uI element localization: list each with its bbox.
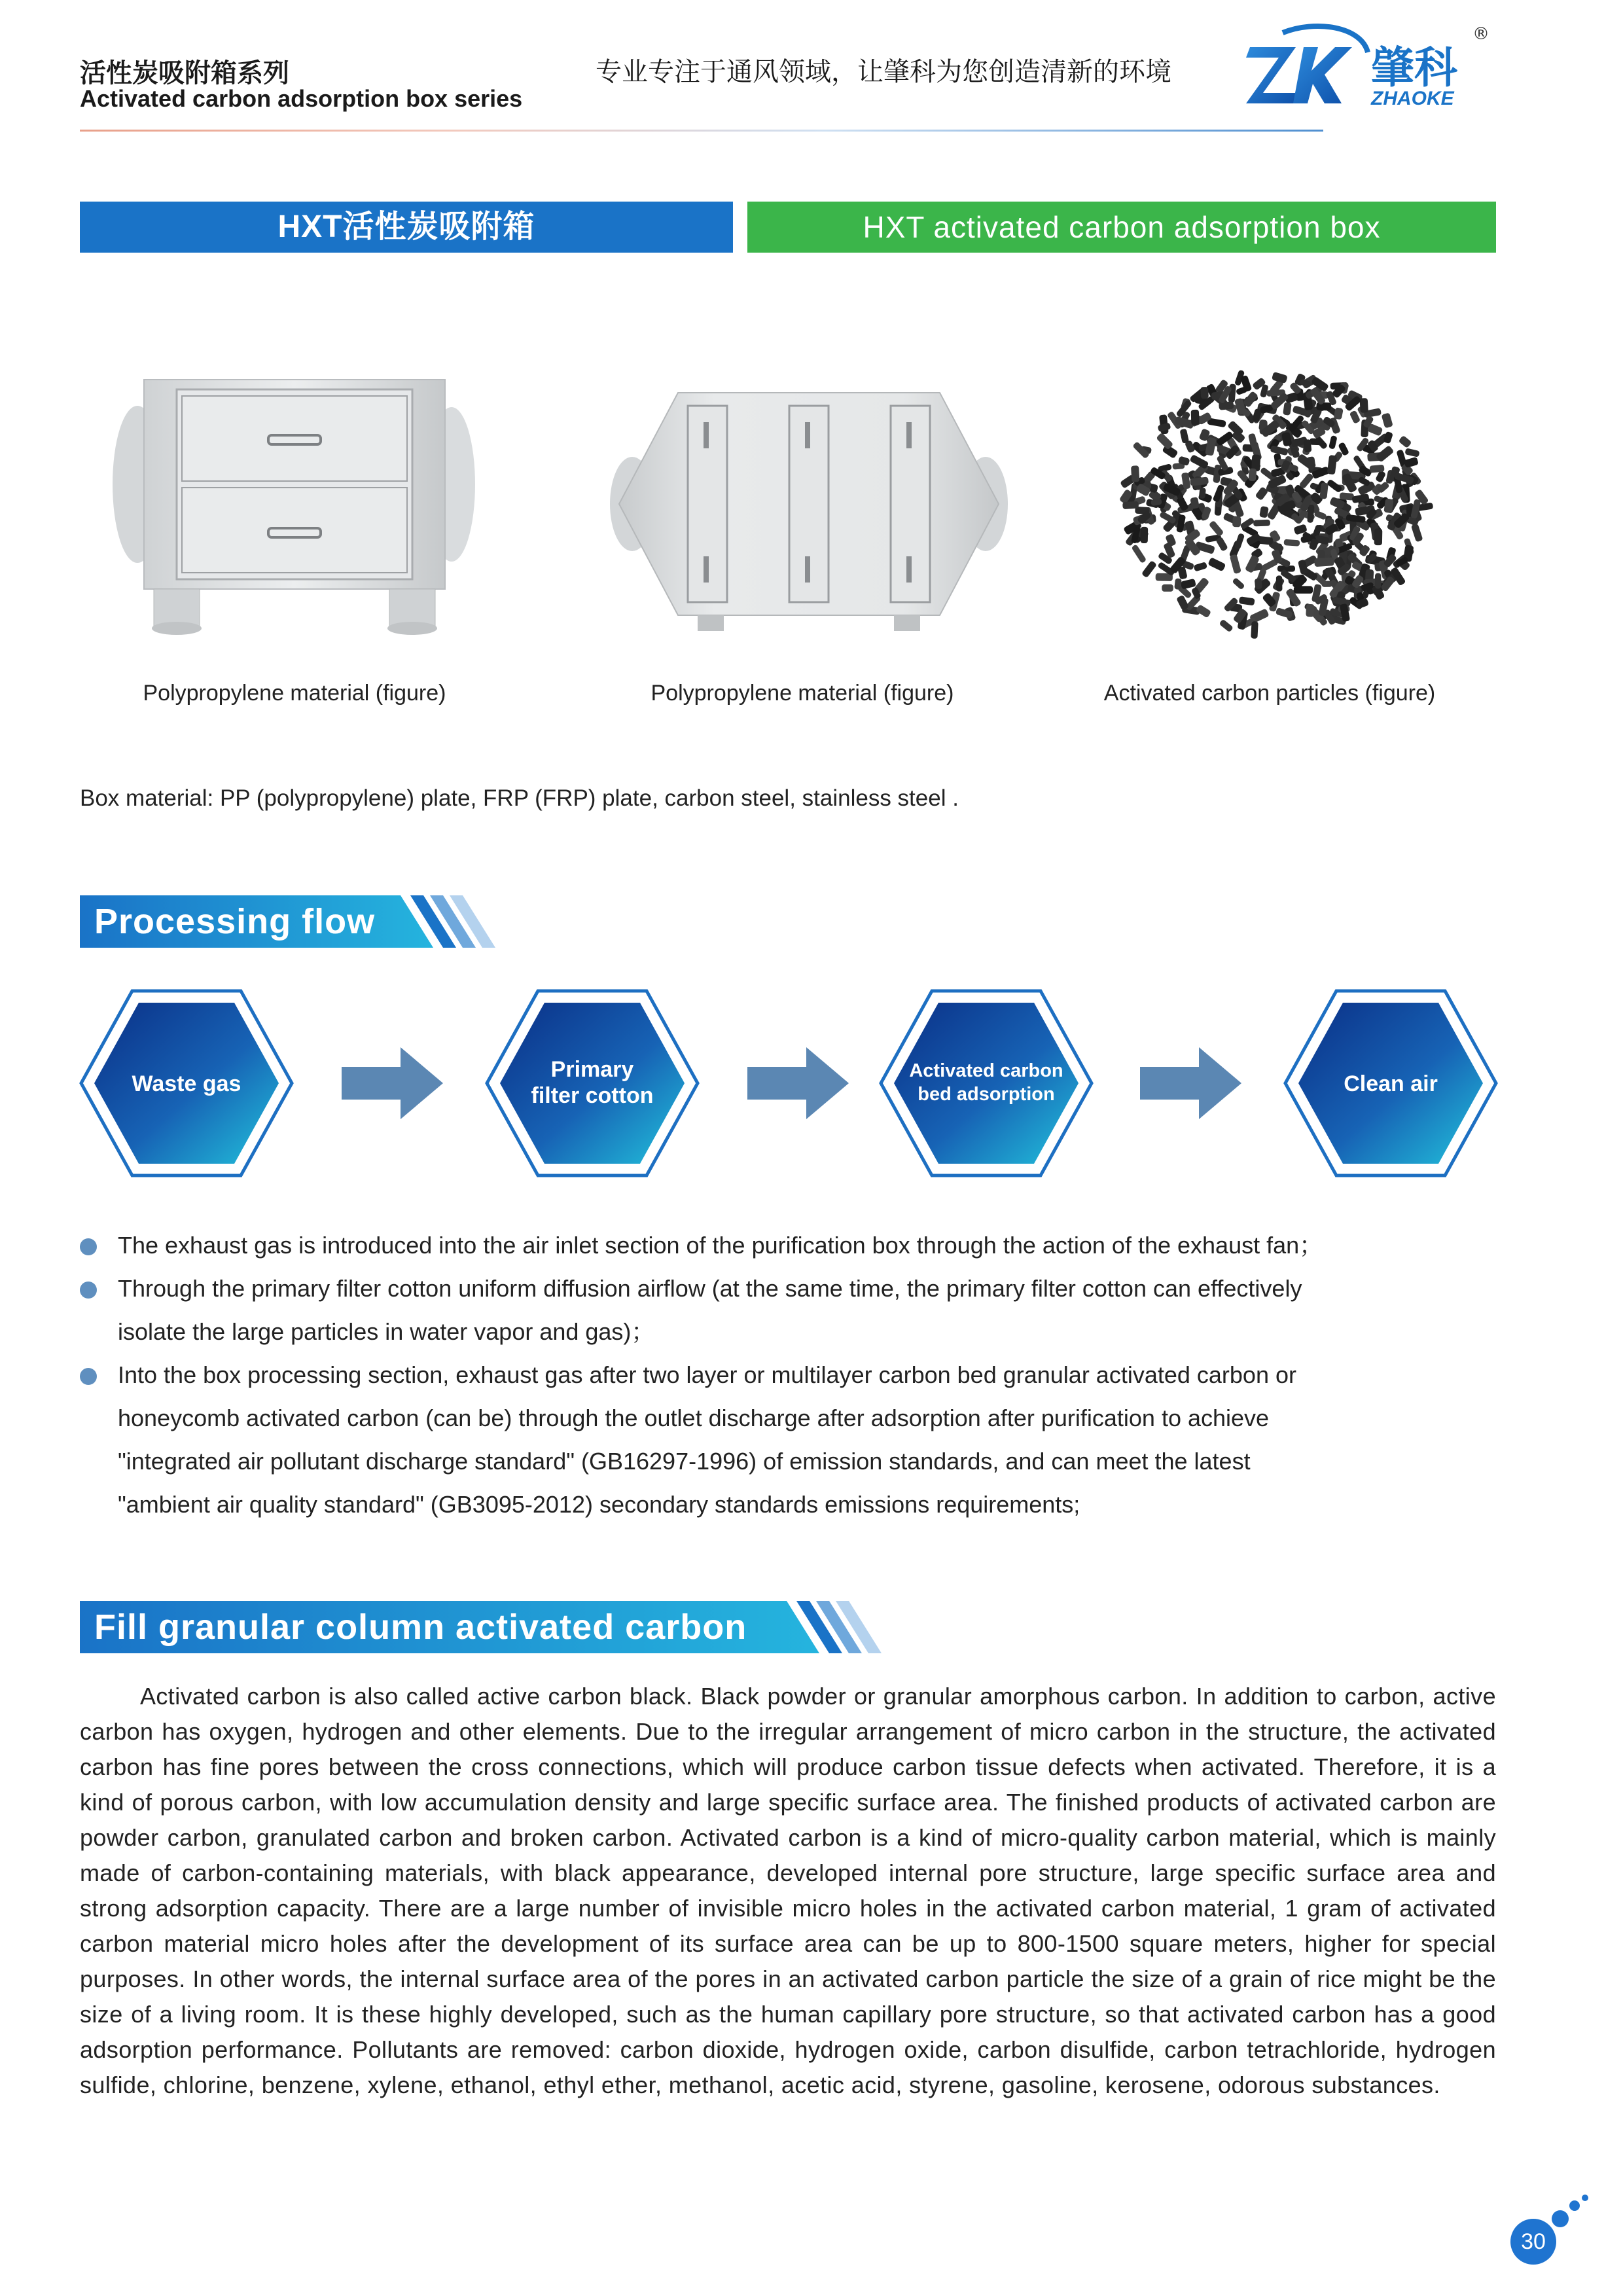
flow-step-line2: filter cotton: [531, 1083, 654, 1108]
logo-reg: ®: [1472, 24, 1489, 44]
title-bar-en: HXT activated carbon adsorption box: [747, 202, 1496, 253]
carbon-pellet: [1209, 520, 1224, 537]
carbon-pellet: [1191, 410, 1200, 425]
carbon-pellet: [1327, 455, 1338, 475]
carbon-pellet: [1374, 528, 1383, 545]
flow-arrow-2: [747, 1047, 852, 1122]
flow-arrow-3: [1140, 1047, 1245, 1122]
process-bullets: [80, 1224, 1493, 1526]
carbon-pellet: [1219, 619, 1233, 633]
carbon-pellet: [1411, 523, 1423, 542]
processing-flow-title: Processing flow: [94, 902, 376, 941]
carbon-pellet: [1122, 501, 1139, 510]
carbon-pellet: [1207, 557, 1226, 571]
carbon-pellet: [1340, 492, 1355, 501]
carbon-pellet: [1141, 560, 1157, 578]
bullet-line: honeycomb activated carbon (can be) through the outlet discharge after adsorption after purification to achieve: [118, 1405, 1270, 1431]
bullet-dot-icon: [80, 1282, 97, 1299]
carbon-pellet: [1303, 439, 1311, 453]
bullet-line: "integrated air pollutant discharge standard" (GB16297-1996) of emission standards, and can meet the latest: [118, 1448, 1251, 1475]
carbon-pellet: [1255, 578, 1262, 589]
header-slogan: 专业专注于通风领域，让肇科为您创造清新的环境: [596, 58, 1171, 86]
bullet-line: The exhaust gas is introduced into the air inlet section of the purification box through the action of the exhaust fan；: [118, 1232, 1323, 1259]
carbon-pellet: [1196, 604, 1211, 618]
carbon-pellet: [1251, 621, 1258, 639]
box-material-text: Box material: PP (polypropylene) plate, FRP (FRP) plate, carbon steel, stainless steel .: [80, 785, 959, 811]
carbon-pellet: [1404, 457, 1419, 468]
flow-step-label: Clean air: [1344, 1071, 1438, 1096]
bullet-line: "ambient air quality standard" (GB3095-2012) secondary standards emissions requirements;: [118, 1491, 1080, 1518]
flow-step-line2: bed adsorption: [918, 1084, 1055, 1105]
carbon-pellet: [1232, 516, 1241, 527]
carbon-pellet: [1230, 554, 1241, 574]
flow-step-label: Waste gas: [132, 1071, 241, 1096]
pp-box-hex-image: [606, 340, 972, 648]
logo-cn: 肇科: [1371, 43, 1457, 93]
flow-step-waste-gas: [79, 988, 294, 1178]
pp-box-drawer-image: [111, 340, 478, 648]
carbon-pellet: [1276, 575, 1283, 591]
carbon-pellet: [1283, 402, 1292, 416]
carbon-pellet: [1131, 465, 1139, 482]
logo-en: ZHAOKE: [1371, 88, 1454, 109]
header-title-en: Activated carbon adsorption box series: [80, 85, 523, 112]
figure-caption-3: Activated carbon particles (figure): [1103, 681, 1436, 706]
carbon-pellet: [1179, 429, 1189, 444]
carbon-pellet: [1193, 562, 1207, 571]
page-dots-icon: [1551, 2193, 1590, 2232]
carbon-pellet: [1314, 557, 1334, 567]
carbon-pellet: [1200, 387, 1209, 399]
carbon-pellet: [1213, 484, 1225, 503]
figure-caption-2: Polypropylene material (figure): [651, 681, 954, 706]
section-processing-flow: [80, 895, 499, 948]
carbon-pellet: [1157, 422, 1171, 432]
carbon-pellet: [1253, 520, 1270, 527]
title-bar-cn: HXT活性炭吸附箱: [80, 202, 733, 253]
carbon-pellet: [1382, 412, 1393, 428]
carbon-pellet: [1360, 398, 1368, 413]
carbon-pellet: [1259, 506, 1269, 518]
zhaoke-logo: [1243, 20, 1492, 118]
carbon-pellets-image: [1106, 340, 1472, 648]
fill-carbon-title: Fill granular column activated carbon: [94, 1607, 747, 1647]
carbon-pellet: [1131, 544, 1147, 564]
carbon-pellet: [1399, 435, 1412, 448]
bullet-item: [80, 1224, 1493, 1267]
carbon-pellet: [1329, 435, 1338, 450]
carbon-pellet: [1232, 577, 1245, 590]
carbon-pellet: [1306, 604, 1314, 617]
carbon-pellet: [1162, 584, 1173, 592]
flow-step-line1: Primary: [550, 1057, 634, 1082]
bullet-item: [80, 1354, 1493, 1526]
bullet-dot-icon: [80, 1368, 97, 1385]
bullet-line: Into the box processing section, exhaust gas after two layer or multilayer carbon bed granular activated carbon or: [118, 1361, 1296, 1388]
carbon-pellet: [1239, 596, 1255, 605]
bullet-line: isolate the large particles in water vapor and gas)；: [118, 1318, 655, 1345]
bullet-line: Through the primary filter cotton uniform diffusion airflow (at the same time, the primary filter cotton can effectively: [118, 1275, 1302, 1302]
flow-step-clean-air: [1283, 988, 1499, 1178]
header-title-cn: 活性炭吸附箱系列: [80, 59, 289, 88]
page-number: 30: [1510, 2219, 1556, 2265]
flow-step-primary-filter: [484, 988, 700, 1178]
carbon-pellet: [1248, 468, 1257, 481]
carbon-pellet: [1284, 539, 1300, 547]
flow-step-line1: Activated carbon: [909, 1060, 1063, 1081]
flow-arrow-1: [342, 1047, 446, 1122]
section-fill-carbon: [80, 1601, 885, 1653]
carbon-pellet: [1370, 465, 1385, 473]
figure-caption-1: Polypropylene material (figure): [143, 681, 446, 706]
activated-carbon-paragraph: Activated carbon is also called active carbon black. Black powder or granular amorphous carbon. In addition to carbon, active carbon has oxygen, hydrogen and other elements. Due to the irregular arrangement of micro carbon in the structure, the activated carbon has fine pores between the cross connections, which will produce carbon tissue defects when activated. Therefore, it is a kind of porous carbon, with low accumulation density and large specific surface area. The finished products of activated carbon are powder carbon, granulated carbon and broken carbon. Activated carbon is a kind of micro-quality carbon material, which is mainly made of carbon-containing materials, with black appearance, developed internal pore structure, large specific surface area and strong adsorption capacity. There are a large number of invisible micro holes in the activated carbon material, 1 gram of activated carbon material micro holes after the development of its surface area can be up to 800-1500 square meters, higher for special purposes. In other words, the internal surface area of the pores in an activated carbon particle the size of a grain of rice might be the size of a living room. It is these highly developed, such as the human capillary pore structure, so that activated carbon has a good adsorption performance. Pollutants are removed: carbon dioxide, hydrogen oxide, carbon disulfide, carbon tetrachloride, hydrogen sulfide, chlorine, benzene, xylene, ethanol, ethyl ether, methanol, acetic acid, styrene, gasoline, kerosene, odorous substances.: [80, 1683, 1496, 2098]
carbon-pellet: [1404, 448, 1419, 457]
carbon-pellet: [1316, 402, 1331, 410]
carbon-pellet: [1141, 527, 1149, 543]
carbon-pellet: [1310, 438, 1323, 445]
flow-step-carbon-bed: [878, 988, 1094, 1178]
carbon-pellet: [1181, 579, 1196, 590]
bullet-item: [80, 1267, 1493, 1354]
carbon-pellet: [1375, 573, 1381, 589]
header-divider: [80, 130, 1323, 132]
flow-step-label: [901, 1059, 1071, 1106]
flow-step-label: [514, 1056, 671, 1109]
bullet-dot-icon: [80, 1238, 97, 1255]
carbon-pellet: [1272, 372, 1288, 384]
carbon-pellet: [1174, 578, 1182, 590]
